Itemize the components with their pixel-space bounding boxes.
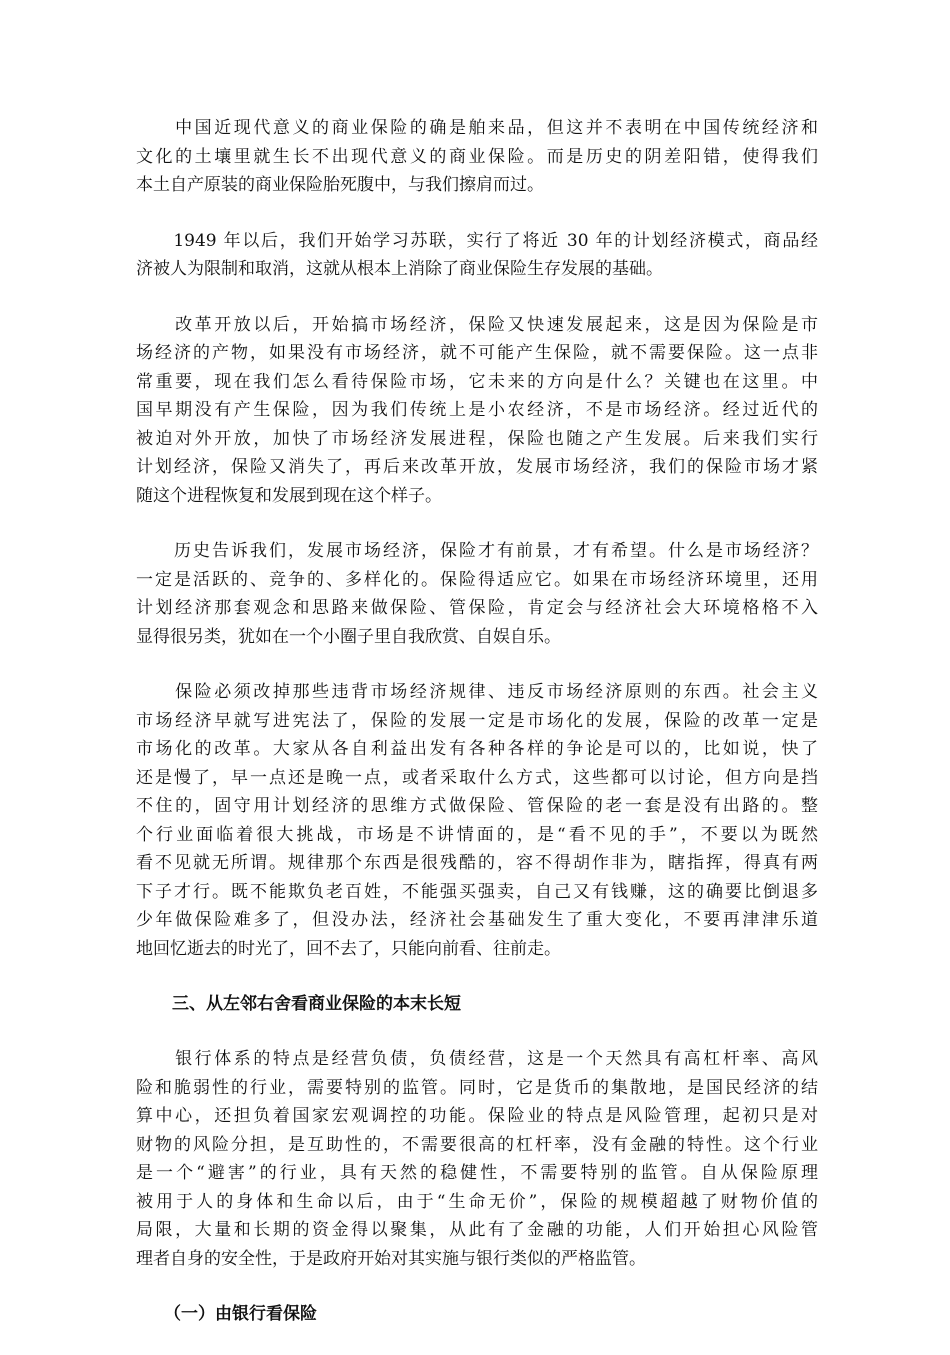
text-line: 被用于人的身体和生命以后，由于“生命无价”，保险的规模超越了财物价值的 <box>136 1191 818 1212</box>
text-line: 一定是活跃的、竞争的、多样化的。保险得适应它。如果在市场经济环境里，还用 <box>136 569 818 590</box>
text-line: 银行体系的特点是经营负债，负债经营，这是一个天然具有高杠杆率、高风 <box>136 1049 818 1069</box>
text-line: 下子才行。既不能欺负老百姓，不能强买强卖，自己又有钱赚，这的确要比倒退多 <box>136 881 818 902</box>
text-line: 改革开放以后，开始搞市场经济，保险又快速发展起来，这是因为保险是市 <box>136 314 818 335</box>
text-line: 是一个“避害”的行业，具有天然的稳健性，不需要特别的监管。自从保险原理 <box>136 1163 818 1183</box>
text-line: 显得很另类，犹如在一个小圈子里自我欣赏、自娱自乐。 <box>136 626 561 647</box>
text-line: 市场经济早就写进宪法了，保险的发展一定是市场化的发展，保险的改革一定是 <box>136 710 818 731</box>
text-line: 理者自身的安全性，于是政府开始对其实施与银行类似的严格监管。 <box>136 1248 646 1269</box>
text-line: 被迫对外开放，加快了市场经济发展进程，保险也随之产生发展。后来我们实行 <box>136 428 818 449</box>
paragraph-history-lesson <box>136 537 818 651</box>
paragraph-import-origin <box>136 114 818 200</box>
text-line: 少年做保险难多了，但没办法，经济社会基础发生了重大变化，不要再津津乐道 <box>136 910 818 930</box>
text-line: 1949 年以后，我们开始学习苏联，实行了将近 30 年的计划经济模式，商品经 <box>136 230 818 251</box>
document-body <box>136 114 818 1355</box>
text-line: 常重要，现在我们怎么看待保险市场，它未来的方向是什么？关键也在这里。中 <box>136 371 818 392</box>
text-line: 计划经济，保险又消失了，再后来改革开放，发展市场经济，我们的保险市场才紧 <box>136 457 818 477</box>
text-line: 险和脆弱性的行业，需要特别的监管。同时，它是货币的集散地，是国民经济的结 <box>136 1077 818 1098</box>
text-line: 历史告诉我们，发展市场经济，保险才有前景，才有希望。什么是市场经济？ <box>136 541 818 561</box>
text-line: 局限，大量和长期的资金得以聚集，从此有了金融的功能，人们开始担心风险管 <box>136 1220 818 1240</box>
paragraph-planned-economy <box>136 227 818 284</box>
text-line: 计划经济那套观念和思路来做保险、管保险，肯定会与经济社会大环境格格不入 <box>136 598 818 618</box>
text-line: 国早期没有产生保险，因为我们传统上是小农经济，不是市场经济。经过近代的 <box>136 400 818 420</box>
section-heading: 三、从左邻右舍看商业保险的本末长短 <box>172 994 461 1014</box>
text-line: 随这个进程恢复和发展到现在这个样子。 <box>136 485 442 506</box>
text-line: 还是慢了，早一点还是晚一点，或者采取什么方式，这些都可以讨论，但方向是挡 <box>136 767 818 788</box>
text-line: 保险必须改掉那些违背市场经济规律、违反市场经济原则的东西。社会主义 <box>136 682 818 702</box>
text-line: 场经济的产物，如果没有市场经济，就不可能产生保险，就不需要保险。这一点非 <box>136 343 818 363</box>
text-line: 不住的，固守用计划经济的思维方式做保险、管保险的老一套是没有出路的。整 <box>136 796 818 816</box>
paragraph-market-reform <box>136 678 818 963</box>
paragraph-reform-opening <box>136 311 818 511</box>
text-line: 看不见就无所谓。规律那个东西是很残酷的，容不得胡作非为，瞎指挥，得真有两 <box>136 853 818 873</box>
text-line: 文化的土壤里就生长不出现代意义的商业保险。而是历史的阴差阳错，使得我们 <box>136 146 818 167</box>
subsection-heading: （一）由银行看保险 <box>164 1304 317 1324</box>
text-line: 市场化的改革。大家从各自利益出发有各种各样的争论是可以的，比如说，快了 <box>136 739 818 759</box>
text-line: 算中心，还担负着国家宏观调控的功能。保险业的特点是风险管理，起初只是对 <box>136 1106 818 1126</box>
paragraph-banking-vs-insurance <box>136 1045 818 1273</box>
text-line: 本土自产原装的商业保险胎死腹中，与我们擦肩而过。 <box>136 175 544 195</box>
text-line: 地回忆逝去的时光了，回不去了，只能向前看、往前走。 <box>136 938 561 959</box>
text-line: 财物的风险分担，是互助性的，不需要很高的杠杆率，没有金融的特性。这个行业 <box>136 1134 818 1155</box>
text-line: 济被人为限制和取消，这就从根本上消除了商业保险生存发展的基础。 <box>136 259 663 279</box>
text-line: 个行业面临着很大挑战，市场是不讲情面的，是“看不见的手”，不要以为既然 <box>136 824 818 845</box>
text-line: 中国近现代意义的商业保险的确是舶来品，但这并不表明在中国传统经济和 <box>136 118 818 138</box>
